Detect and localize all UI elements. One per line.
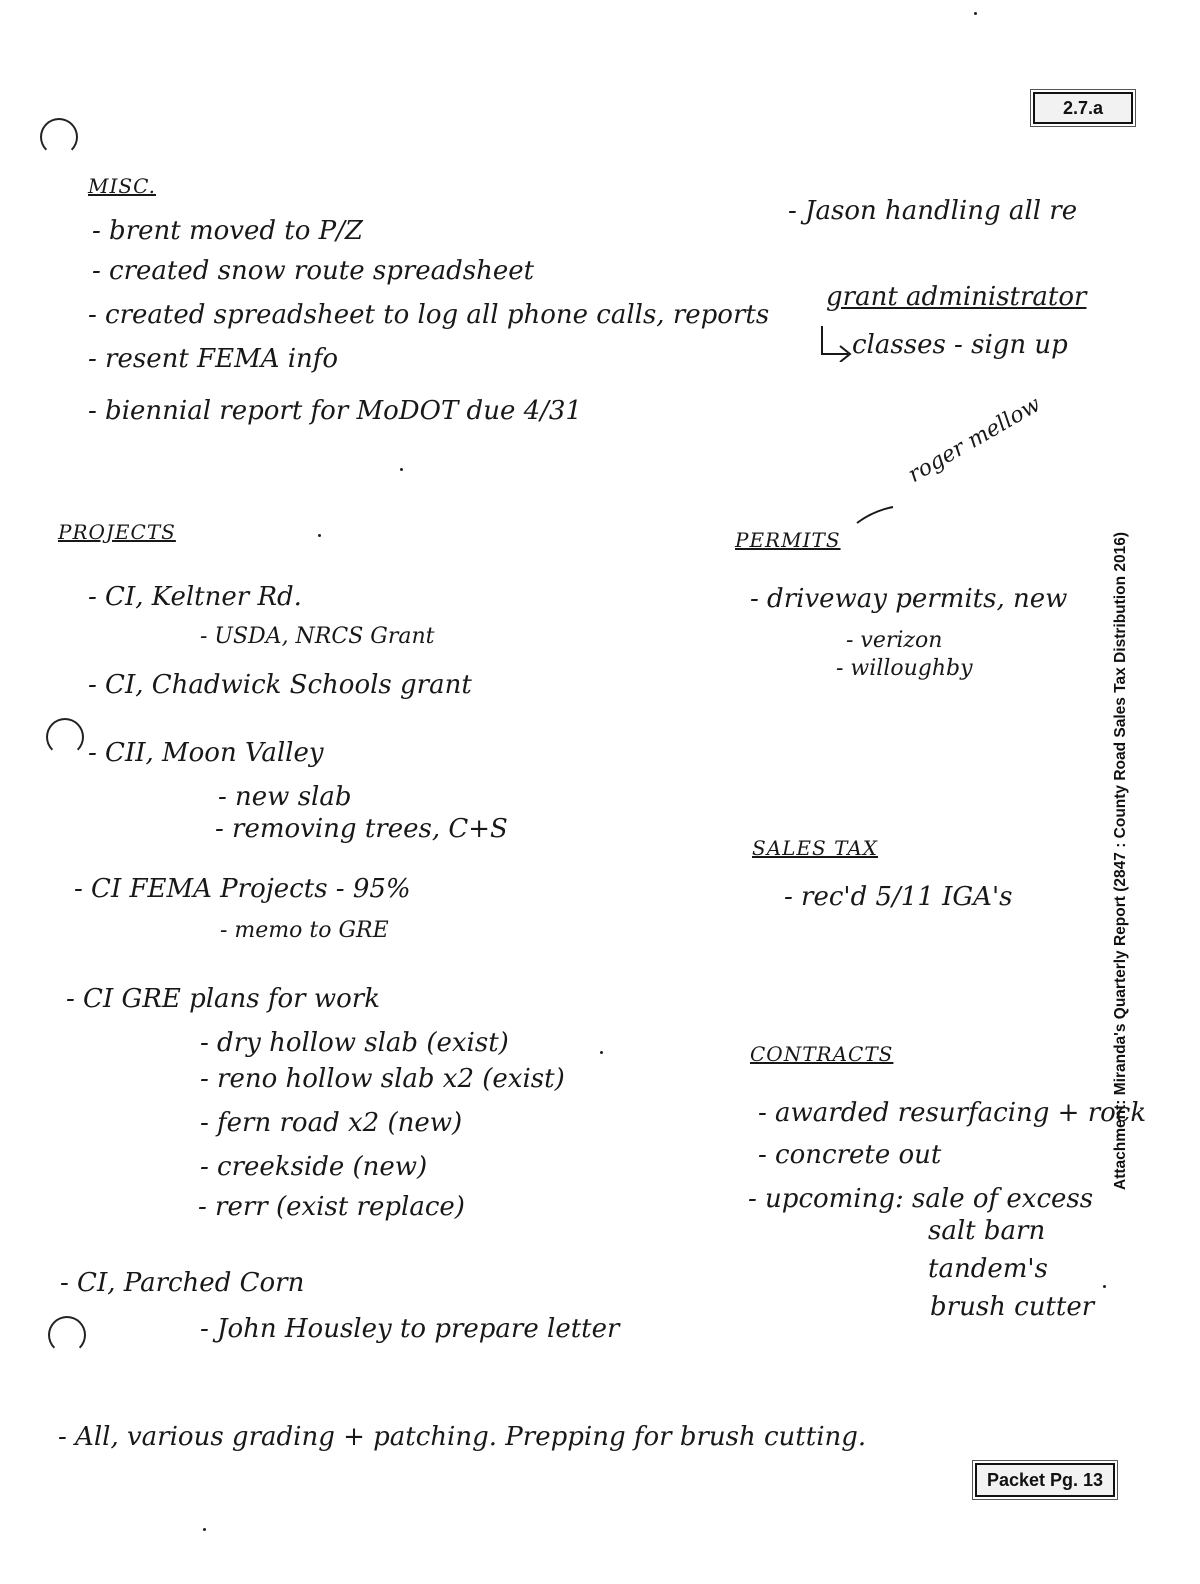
contracts-line: - awarded resurfacing + rock <box>758 1098 1147 1128</box>
project-line: - fern road x2 (new) <box>200 1108 463 1138</box>
roger-note: roger mellow <box>904 392 1046 488</box>
punch-hole-bottom <box>48 1316 86 1354</box>
project-line: - CI FEMA Projects - 95% <box>74 874 411 904</box>
connector-line <box>855 505 895 525</box>
misc-item: - created spreadsheet to log all phone calls, reports <box>88 300 770 330</box>
project-line: - removing trees, C+S <box>215 814 508 844</box>
grant-administrator-note: grant administrator <box>826 282 1087 312</box>
project-line: - CI GRE plans for work <box>66 984 380 1014</box>
sales-tax-line: - rec'd 5/11 IGA's <box>784 882 1013 912</box>
scan-speck <box>600 1051 603 1054</box>
misc-heading: MISC. <box>88 174 157 198</box>
attachment-sidebar-label: Attachment: Miranda's Quarterly Report (2847 : County Road Sales Tax Distribution 2016) <box>1112 532 1129 1190</box>
scan-speck <box>1103 1285 1106 1288</box>
punch-hole-middle <box>46 718 84 756</box>
jason-note: - Jason handling all re <box>788 196 1078 226</box>
sales-tax-heading: SALES TAX <box>752 836 879 860</box>
project-line: - USDA, NRCS Grant <box>200 624 435 649</box>
scan-speck <box>974 12 977 15</box>
project-line: - CI, Chadwick Schools grant <box>88 670 472 700</box>
section-stamp: 2.7.a <box>1033 92 1133 124</box>
projects-heading: PROJECTS <box>58 520 176 544</box>
contracts-line: tandem's <box>928 1254 1048 1284</box>
permits-heading: PERMITS <box>735 528 841 552</box>
scan-speck <box>400 468 403 471</box>
contracts-heading: CONTRACTS <box>750 1042 894 1066</box>
packet-page-stamp: Packet Pg. 13 <box>975 1463 1115 1497</box>
project-line: - memo to GRE <box>220 918 389 943</box>
project-line: - CI, Parched Corn <box>60 1268 305 1298</box>
project-line: - dry hollow slab (exist) <box>200 1028 509 1058</box>
scan-speck <box>203 1528 206 1531</box>
project-line: - reno hollow slab x2 (exist) <box>200 1064 565 1094</box>
footer-note: - All, various grading + patching. Prepping for brush cutting. <box>58 1422 867 1452</box>
contracts-line: salt barn <box>928 1216 1046 1246</box>
project-line: - rerr (exist replace) <box>198 1192 465 1222</box>
contracts-line: - upcoming: sale of excess <box>748 1184 1094 1214</box>
project-line: - John Housley to prepare letter <box>200 1314 620 1344</box>
project-line: - CII, Moon Valley <box>88 738 324 768</box>
misc-item: - biennial report for MoDOT due 4/31 <box>88 396 582 426</box>
misc-item: - created snow route spreadsheet <box>92 256 535 286</box>
classes-note: classes - sign up <box>852 330 1068 360</box>
permits-line: - verizon <box>846 628 943 653</box>
contracts-line: - concrete out <box>758 1140 942 1170</box>
punch-hole-top <box>40 118 78 156</box>
scan-speck <box>318 534 321 537</box>
misc-item: - resent FEMA info <box>88 344 339 374</box>
project-line: - creekside (new) <box>200 1152 428 1182</box>
permits-line: - willoughby <box>836 656 973 681</box>
permits-line: - driveway permits, new <box>750 584 1068 614</box>
project-line: - new slab <box>218 782 352 812</box>
project-line: - CI, Keltner Rd. <box>88 582 302 612</box>
contracts-line: brush cutter <box>930 1292 1095 1322</box>
misc-item: - brent moved to P/Z <box>92 216 363 246</box>
